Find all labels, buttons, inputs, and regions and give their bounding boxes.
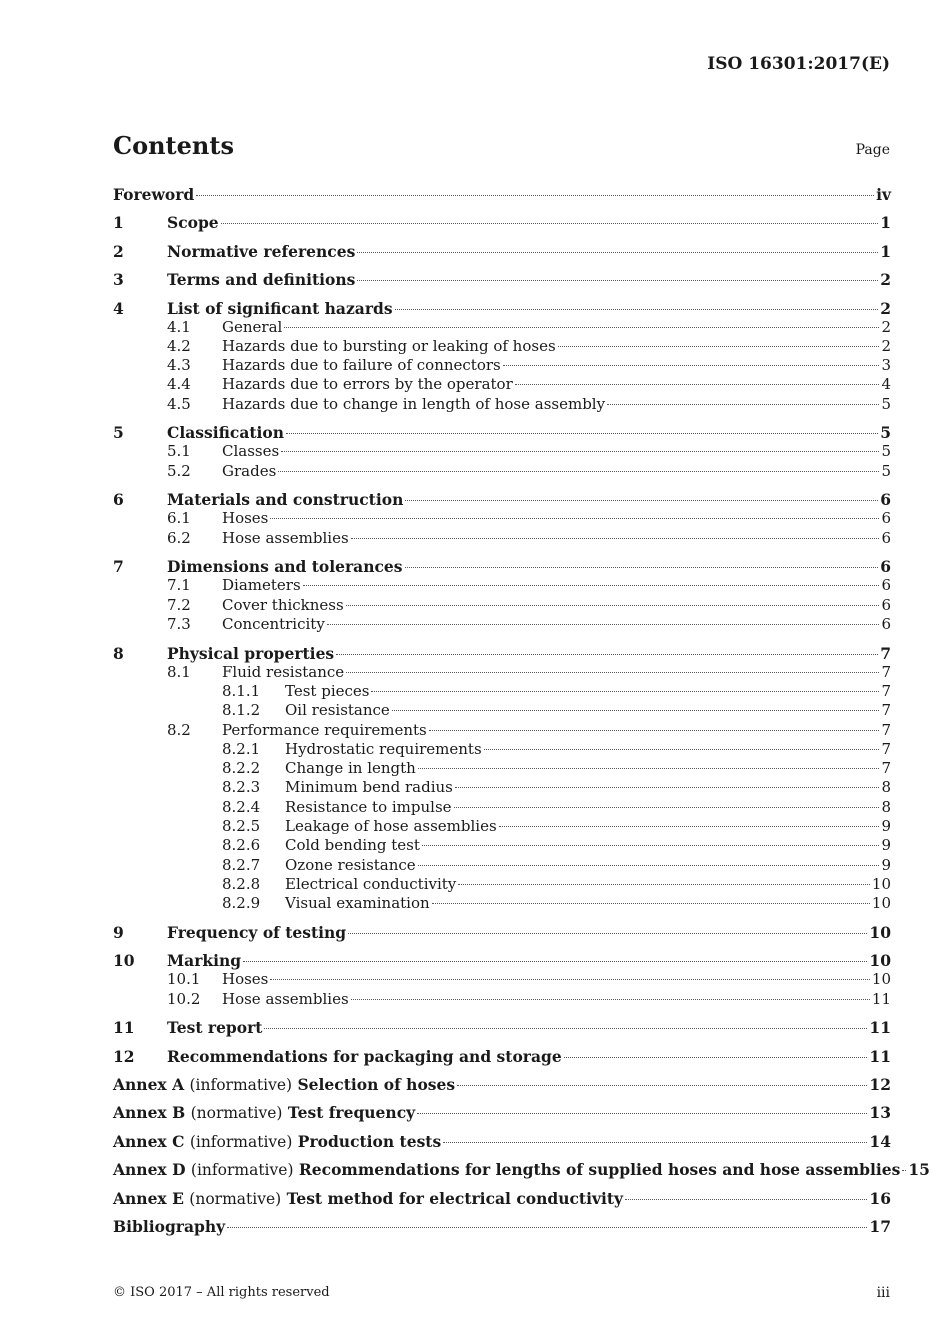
toc-entry-number: 12 bbox=[113, 1046, 135, 1066]
annex-kind: (informative) bbox=[189, 1076, 293, 1095]
toc-entry-page: 9 bbox=[881, 817, 891, 836]
annex-title: Recommendations for lengths of supplied hoses and hose assemblies bbox=[298, 1160, 901, 1180]
annex-title: Selection of hoses bbox=[297, 1075, 456, 1095]
toc-entry[interactable] bbox=[113, 490, 891, 509]
toc-entry-title: Recommendations for packaging and storage bbox=[167, 1046, 562, 1066]
toc-entry-number: 5.2 bbox=[167, 461, 191, 480]
dot-leader bbox=[196, 195, 874, 196]
toc-entry-page: 7 bbox=[881, 662, 891, 681]
toc-entry-page: 14 bbox=[869, 1131, 891, 1151]
toc-entry-page: 7 bbox=[881, 720, 891, 739]
toc-entry-title: Cold bending test bbox=[285, 836, 420, 855]
toc-entry-number: 8.1.1 bbox=[222, 681, 261, 700]
toc-entry-page: 6 bbox=[880, 557, 891, 577]
toc-entry-page: 12 bbox=[869, 1075, 891, 1095]
toc-entry-number: 3 bbox=[113, 270, 124, 290]
toc-entry-title: Hazards due to bursting or leaking of hoses bbox=[222, 336, 556, 355]
dot-leader bbox=[357, 280, 878, 281]
toc-entry[interactable] bbox=[113, 442, 891, 461]
annex-label: Annex A bbox=[113, 1075, 185, 1095]
toc-entry-title: Hoses bbox=[222, 509, 269, 528]
toc-entry-title: Foreword bbox=[113, 185, 195, 204]
toc-entry[interactable] bbox=[113, 356, 891, 375]
toc-entry-page: 1 bbox=[880, 241, 891, 261]
toc-entry[interactable] bbox=[113, 663, 891, 682]
toc-entry-page: 10 bbox=[871, 894, 891, 913]
document-id: ISO 16301:2017(E) bbox=[707, 54, 890, 74]
toc-entry-title: Grades bbox=[222, 461, 277, 480]
toc-entry-page: 6 bbox=[881, 528, 891, 547]
toc-entry-page: 2 bbox=[881, 336, 891, 355]
dot-leader bbox=[417, 1113, 867, 1114]
annex-title: Test method for electrical conductivity bbox=[286, 1188, 624, 1208]
toc-entry-title bbox=[113, 1075, 455, 1094]
toc-entry-number: 4 bbox=[113, 298, 124, 318]
toc-entry-page: 5 bbox=[881, 394, 891, 413]
annex-label: Annex E bbox=[113, 1188, 184, 1208]
toc-entry-page: iv bbox=[876, 185, 891, 204]
toc-entry-page: 6 bbox=[881, 576, 891, 595]
toc-entry-number: 4.2 bbox=[167, 336, 191, 355]
toc-entry-page: 11 bbox=[869, 1018, 891, 1038]
dot-leader bbox=[227, 1227, 867, 1228]
toc-entry-page: 9 bbox=[881, 836, 891, 855]
toc-entry-title: Hydrostatic requirements bbox=[285, 739, 482, 758]
annex-label: Annex B bbox=[113, 1103, 186, 1123]
toc-entry[interactable] bbox=[113, 576, 891, 595]
toc-entry-title: General bbox=[222, 317, 283, 336]
toc-entry-page: 13 bbox=[869, 1103, 891, 1123]
annex-kind: (informative) bbox=[190, 1161, 294, 1180]
toc-entry-title: Test pieces bbox=[285, 681, 370, 700]
dot-leader bbox=[484, 749, 880, 750]
toc-entry[interactable] bbox=[113, 894, 891, 913]
toc-entry-page: 7 bbox=[881, 681, 891, 700]
page-column-label: Page bbox=[855, 142, 890, 158]
toc-entry[interactable] bbox=[113, 701, 891, 720]
toc-entry[interactable] bbox=[113, 270, 891, 289]
dot-leader bbox=[564, 1057, 868, 1058]
toc-entry-page: 2 bbox=[880, 270, 891, 290]
dot-leader bbox=[625, 1199, 867, 1200]
dot-leader bbox=[264, 1028, 867, 1029]
dot-leader bbox=[278, 471, 879, 472]
toc-entry-number: 2 bbox=[113, 241, 124, 261]
toc-entry-page: 7 bbox=[880, 643, 891, 663]
toc-entry-page: 10 bbox=[871, 970, 891, 989]
toc-entry-page: 5 bbox=[881, 461, 891, 480]
toc-entry-title: List of significant hazards bbox=[167, 298, 393, 318]
toc-entry-title: Minimum bend radius bbox=[285, 778, 453, 797]
toc-entry-number: 10.2 bbox=[167, 989, 201, 1008]
toc-entry[interactable] bbox=[113, 509, 891, 528]
toc-entry-title: Concentricity bbox=[222, 615, 325, 633]
toc-entry-title: Visual examination bbox=[285, 894, 430, 913]
dot-leader bbox=[243, 961, 867, 962]
toc-entry-title: Scope bbox=[167, 213, 219, 233]
dot-leader bbox=[281, 451, 879, 452]
toc-entry-title: Bibliography bbox=[113, 1217, 226, 1237]
toc-entry[interactable] bbox=[113, 395, 891, 414]
toc-entry[interactable] bbox=[113, 951, 891, 970]
dot-leader bbox=[395, 309, 879, 310]
toc-entry[interactable] bbox=[113, 615, 891, 634]
toc-entry-number: 7 bbox=[113, 557, 124, 577]
dot-leader bbox=[351, 538, 880, 539]
toc-entry-number: 8.1 bbox=[167, 662, 191, 681]
toc-entry-number: 6.2 bbox=[167, 528, 191, 547]
toc-entry-title: Frequency of testing bbox=[167, 922, 347, 942]
toc-entry[interactable] bbox=[113, 836, 891, 855]
toc-entry-number: 6 bbox=[113, 490, 124, 510]
toc-entry-title: Cover thickness bbox=[222, 595, 344, 614]
toc-entry-number: 10 bbox=[113, 951, 135, 971]
toc-entry[interactable] bbox=[113, 1160, 930, 1180]
toc-entry-page: 17 bbox=[869, 1217, 891, 1237]
dot-leader bbox=[503, 365, 880, 366]
dot-leader bbox=[458, 884, 870, 885]
toc-entry-title: Marking bbox=[167, 951, 242, 971]
toc-entry[interactable] bbox=[113, 1018, 891, 1037]
toc-entry[interactable] bbox=[113, 375, 891, 394]
dot-leader bbox=[558, 346, 880, 347]
toc-entry-number: 9 bbox=[113, 922, 124, 942]
annex-kind: (informative) bbox=[189, 1132, 293, 1151]
toc-entry-title: Hoses bbox=[222, 970, 269, 989]
toc-entry-page: 9 bbox=[881, 855, 891, 874]
dot-leader bbox=[336, 654, 878, 655]
toc-entry[interactable] bbox=[113, 875, 891, 894]
toc-entry-number: 8.2.9 bbox=[222, 894, 261, 913]
annex-title: Test frequency bbox=[287, 1103, 416, 1123]
dot-leader bbox=[221, 223, 879, 224]
toc-entry-title: Classification bbox=[167, 423, 285, 443]
toc-entry-number: 8.2.4 bbox=[222, 797, 261, 816]
toc-entry[interactable] bbox=[113, 1189, 891, 1208]
dot-leader bbox=[346, 672, 879, 673]
dot-leader bbox=[515, 384, 880, 385]
toc-entry-page: 7 bbox=[881, 739, 891, 758]
toc-entry[interactable] bbox=[113, 923, 891, 942]
toc-entry-page: 10 bbox=[871, 874, 891, 893]
toc-entry-title: Fluid resistance bbox=[222, 662, 345, 681]
toc-entry[interactable] bbox=[113, 1132, 891, 1151]
toc-entry-number: 4.4 bbox=[167, 375, 191, 394]
dot-leader bbox=[286, 433, 878, 434]
toc-entry-page: 2 bbox=[881, 317, 891, 336]
toc-entry-title: Ozone resistance bbox=[285, 855, 416, 874]
dot-leader bbox=[346, 605, 880, 606]
toc-entry-number: 8.2.5 bbox=[222, 817, 261, 836]
toc-entry-page: 10 bbox=[869, 951, 891, 971]
copyright-notice: © ISO 2017 – All rights reserved bbox=[113, 1285, 330, 1300]
toc-entry-page: 15 bbox=[908, 1160, 930, 1180]
toc-entry-number: 8.2.3 bbox=[222, 778, 261, 797]
dot-leader bbox=[405, 500, 878, 501]
toc-entry[interactable] bbox=[113, 557, 891, 576]
toc-entry[interactable] bbox=[113, 318, 891, 337]
toc-entry-number: 10.1 bbox=[167, 970, 201, 989]
toc-entry-title: Hose assemblies bbox=[222, 528, 349, 547]
toc-entry[interactable] bbox=[113, 721, 891, 740]
toc-entry[interactable] bbox=[113, 242, 891, 261]
annex-kind: (normative) bbox=[190, 1104, 283, 1123]
dot-leader bbox=[405, 567, 879, 568]
toc-entry-title: Leakage of hose assemblies bbox=[285, 817, 497, 836]
toc-entry-number: 6.1 bbox=[167, 509, 191, 528]
dot-leader bbox=[270, 979, 870, 980]
toc-entry-page: 2 bbox=[880, 298, 891, 318]
dot-leader bbox=[454, 807, 880, 808]
toc-entry[interactable] bbox=[113, 423, 891, 442]
toc-entry-number: 8.2 bbox=[167, 720, 191, 739]
page-title: Contents bbox=[113, 131, 234, 160]
dot-leader bbox=[392, 710, 880, 711]
toc-entry-number: 1 bbox=[113, 213, 124, 233]
annex-kind: (normative) bbox=[189, 1189, 282, 1208]
toc-entry[interactable] bbox=[113, 299, 891, 318]
toc-entry-number: 8.2.1 bbox=[222, 739, 261, 758]
toc-entry-number: 8.2.7 bbox=[222, 855, 261, 874]
dot-leader bbox=[457, 1085, 867, 1086]
toc-entry[interactable] bbox=[113, 1103, 891, 1122]
toc-entry-page: 1 bbox=[880, 213, 891, 233]
toc-entry-title bbox=[113, 1189, 623, 1208]
toc-entry-title: Terms and definitions bbox=[167, 270, 356, 290]
toc-entry-title bbox=[113, 1132, 441, 1151]
page-number: iii bbox=[876, 1285, 890, 1301]
toc-entry-title: Classes bbox=[222, 442, 280, 461]
dot-leader bbox=[499, 826, 880, 827]
toc-entry-page: 7 bbox=[881, 701, 891, 720]
toc-entry-number: 11 bbox=[113, 1018, 135, 1038]
toc-entry-title bbox=[113, 1103, 415, 1122]
toc-entry-page: 6 bbox=[881, 595, 891, 614]
toc-entry-page: 6 bbox=[881, 615, 891, 633]
table-of-contents bbox=[113, 185, 930, 1237]
toc-entry[interactable] bbox=[113, 970, 891, 989]
toc-entry[interactable] bbox=[113, 740, 891, 759]
toc-entry-page: 16 bbox=[869, 1188, 891, 1208]
toc-entry-page: 11 bbox=[869, 1046, 891, 1066]
toc-entry-title: Performance requirements bbox=[222, 720, 427, 739]
toc-entry-title: Oil resistance bbox=[285, 701, 390, 720]
dot-leader bbox=[371, 691, 879, 692]
toc-entry-title: Dimensions and tolerances bbox=[167, 557, 403, 577]
toc-entry-number: 4.1 bbox=[167, 317, 191, 336]
toc-entry[interactable] bbox=[113, 990, 891, 1009]
toc-entry-title: Test report bbox=[167, 1018, 263, 1038]
toc-entry-page: 8 bbox=[881, 778, 891, 797]
toc-entry[interactable] bbox=[113, 462, 891, 481]
toc-entry[interactable] bbox=[113, 856, 891, 875]
toc-entry-number: 8.2.8 bbox=[222, 874, 261, 893]
dot-leader bbox=[303, 585, 880, 586]
toc-entry-title bbox=[113, 1160, 900, 1179]
dot-leader bbox=[418, 865, 880, 866]
toc-entry-title: Normative references bbox=[167, 241, 356, 261]
toc-entry[interactable] bbox=[113, 596, 891, 615]
toc-entry[interactable] bbox=[113, 778, 891, 797]
toc-entry-number: 4.3 bbox=[167, 356, 191, 375]
toc-entry-page: 10 bbox=[869, 922, 891, 942]
toc-entry-number: 8 bbox=[113, 643, 124, 663]
toc-entry-page: 11 bbox=[871, 989, 891, 1008]
toc-entry-page: 3 bbox=[881, 356, 891, 375]
toc-entry[interactable] bbox=[113, 682, 891, 701]
toc-entry[interactable] bbox=[113, 185, 891, 204]
dot-leader bbox=[607, 404, 879, 405]
dot-leader bbox=[422, 845, 880, 846]
dot-leader bbox=[455, 787, 880, 788]
toc-entry[interactable] bbox=[113, 1047, 891, 1066]
toc-entry-title: Hazards due to errors by the operator bbox=[222, 375, 513, 394]
toc-entry-title: Hazards due to change in length of hose assembly bbox=[222, 394, 606, 413]
dot-leader bbox=[351, 999, 870, 1000]
dot-leader bbox=[902, 1170, 906, 1171]
toc-entry-page: 5 bbox=[881, 442, 891, 461]
toc-entry-number: 5.1 bbox=[167, 442, 191, 461]
toc-entry-number: 8.2.6 bbox=[222, 836, 261, 855]
dot-leader bbox=[284, 327, 879, 328]
toc-entry[interactable] bbox=[113, 817, 891, 836]
toc-entry[interactable] bbox=[113, 798, 891, 817]
toc-entry-number: 7.3 bbox=[167, 615, 191, 633]
dot-leader bbox=[348, 933, 867, 934]
dot-leader bbox=[429, 730, 880, 731]
toc-entry-title: Physical properties bbox=[167, 643, 335, 663]
dot-leader bbox=[418, 768, 880, 769]
toc-entry-number: 7.1 bbox=[167, 576, 191, 595]
toc-entry-title: Resistance to impulse bbox=[285, 797, 452, 816]
toc-entry-number: 4.5 bbox=[167, 394, 191, 413]
toc-entry-page: 8 bbox=[881, 797, 891, 816]
dot-leader bbox=[357, 252, 878, 253]
toc-entry-page: 4 bbox=[881, 375, 891, 394]
dot-leader bbox=[270, 518, 879, 519]
dot-leader bbox=[327, 624, 880, 625]
toc-entry[interactable] bbox=[113, 529, 891, 548]
toc-entry-title: Change in length bbox=[285, 759, 416, 778]
toc-entry-number: 5 bbox=[113, 423, 124, 443]
dot-leader bbox=[443, 1142, 867, 1143]
annex-title: Production tests bbox=[297, 1131, 442, 1151]
toc-entry-title: Hose assemblies bbox=[222, 989, 349, 1008]
toc-entry[interactable] bbox=[113, 644, 891, 663]
toc-entry[interactable] bbox=[113, 337, 891, 356]
toc-entry-number: 8.2.2 bbox=[222, 759, 261, 778]
toc-entry-page: 6 bbox=[881, 509, 891, 528]
toc-entry[interactable] bbox=[113, 213, 891, 232]
dot-leader bbox=[432, 903, 870, 904]
toc-entry-title: Hazards due to failure of connectors bbox=[222, 356, 501, 375]
annex-label: Annex D bbox=[113, 1160, 186, 1180]
toc-entry-title: Diameters bbox=[222, 576, 301, 595]
toc-entry[interactable] bbox=[113, 1217, 891, 1236]
toc-entry[interactable] bbox=[113, 759, 891, 778]
toc-entry-page: 5 bbox=[880, 423, 891, 443]
toc-entry-title: Materials and construction bbox=[167, 490, 404, 510]
toc-entry-title: Electrical conductivity bbox=[285, 874, 457, 893]
toc-entry-number: 7.2 bbox=[167, 595, 191, 614]
toc-entry-page: 6 bbox=[880, 490, 891, 510]
toc-entry-page: 7 bbox=[881, 759, 891, 778]
toc-entry-number: 8.1.2 bbox=[222, 701, 261, 720]
toc-entry[interactable] bbox=[113, 1075, 891, 1094]
annex-label: Annex C bbox=[113, 1131, 185, 1151]
